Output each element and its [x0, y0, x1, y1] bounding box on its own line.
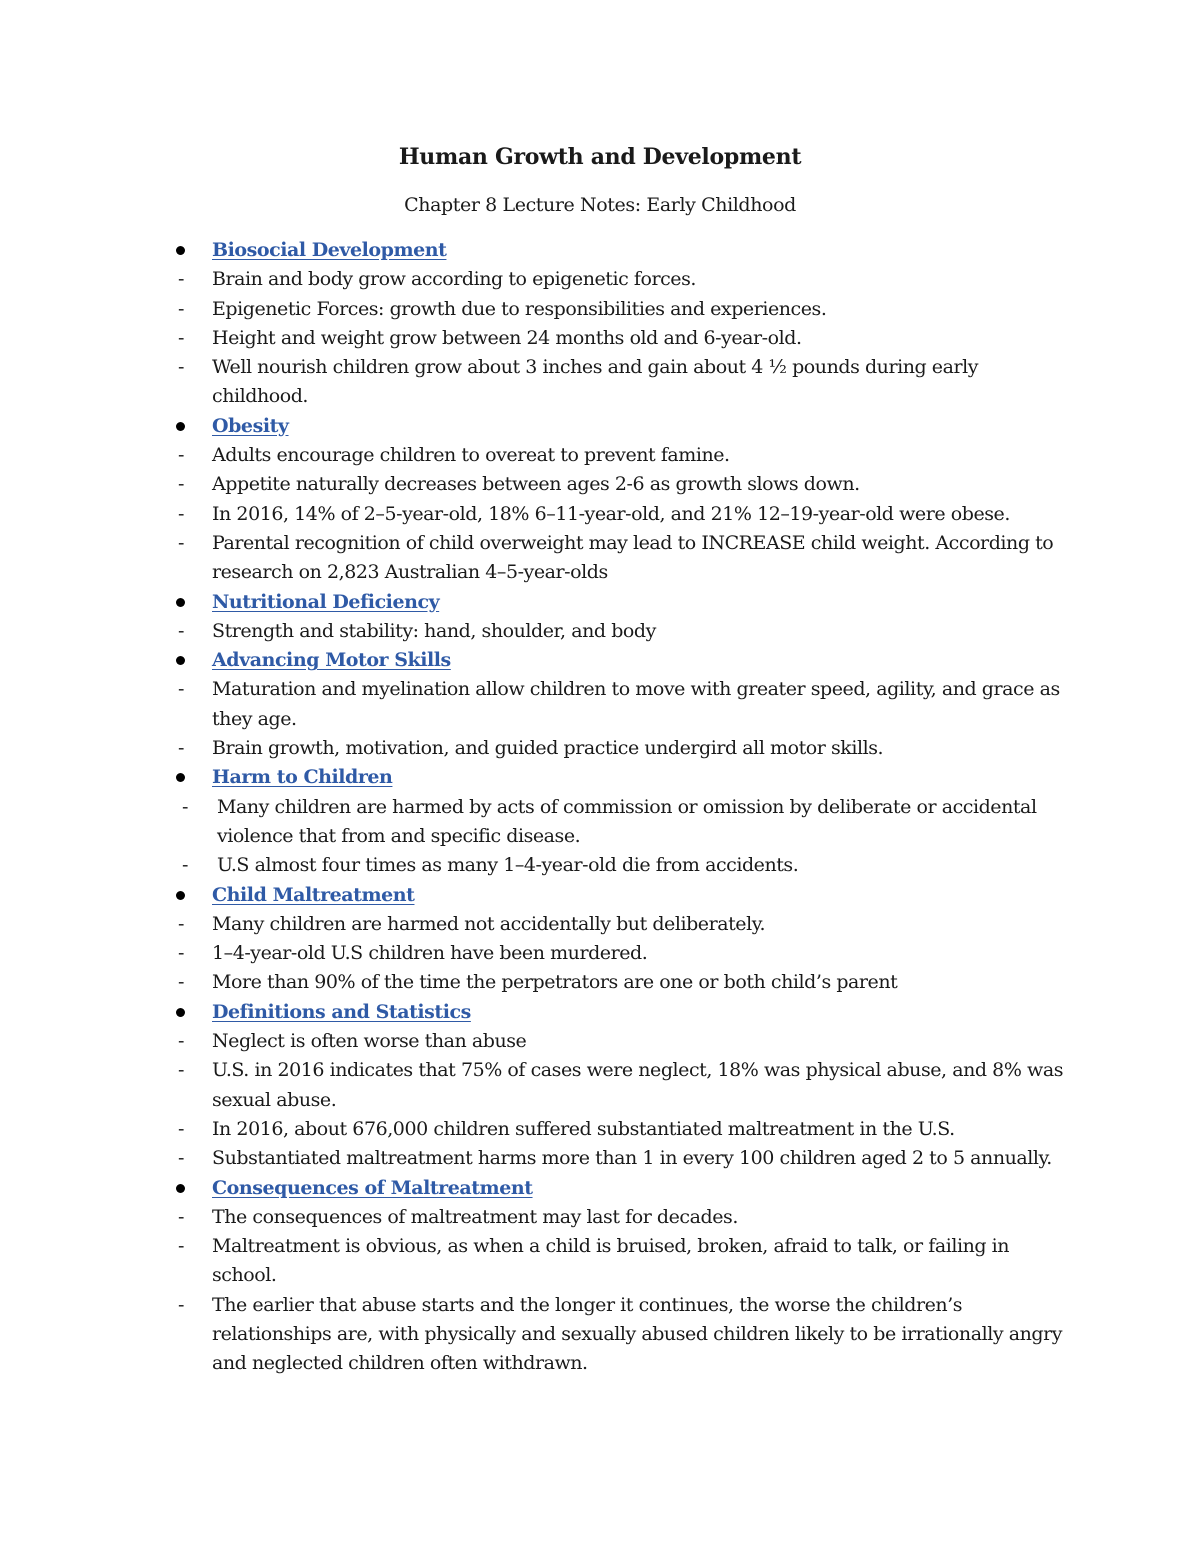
section-heading-text: Definitions and Statistics [212, 1000, 471, 1023]
section-heading-text: Biosocial Development [212, 239, 447, 261]
list-item [176, 1144, 1076, 1173]
list-item [176, 353, 1076, 412]
dash-marker: - [178, 297, 184, 320]
list-item [176, 939, 1076, 968]
section-heading-text: Child Maltreatment [212, 883, 415, 906]
dash-marker: - [182, 795, 188, 818]
bullet-icon [176, 1184, 185, 1193]
bullet-icon [176, 773, 185, 782]
section-heading [176, 998, 1076, 1027]
list-item [176, 793, 1076, 852]
dash-marker: - [178, 1059, 184, 1082]
section-heading [176, 881, 1076, 910]
list-item [176, 1056, 1076, 1115]
dash-marker: - [178, 356, 184, 379]
document-subtitle: Chapter 8 Lecture Notes: Early Childhood [404, 194, 796, 216]
dash-marker: - [178, 444, 184, 467]
list-item [176, 441, 1076, 470]
list-item [176, 1027, 1076, 1056]
list-item [176, 1291, 1076, 1379]
dash-marker: - [178, 971, 184, 994]
document-title: Human Growth and Development [398, 144, 802, 170]
dash-marker: - [178, 1030, 184, 1053]
list-item [176, 295, 1076, 324]
list-item-text: Brain and body grow according to epigenetic forces. [212, 268, 696, 291]
section-heading-text: Nutritional Deficiency [212, 590, 440, 613]
section-heading [176, 646, 1076, 675]
section-heading [176, 763, 1076, 792]
list-item [176, 851, 1076, 880]
section-heading-text: Obesity [212, 414, 289, 437]
dash-marker: - [178, 326, 184, 349]
list-item-text: Many children are harmed by acts of commission or omission by deliberate or accidental violence that from and specific disease. [217, 795, 1037, 847]
list-item-text: Brain growth, motivation, and guided practice undergird all motor skills. [212, 737, 884, 760]
list-item [176, 529, 1076, 588]
section-heading [176, 588, 1076, 617]
list-item-text: Strength and stability: hand, shoulder, and body [212, 619, 656, 642]
list-item-text: The earlier that abuse starts and the longer it continues, the worse the children’s relationships are, with physically and sexually abused children likely to be irrationally angry and neglected children often withdrawn. [212, 1293, 1062, 1375]
dash-marker: - [178, 1293, 184, 1316]
list-item-text: The consequences of maltreatment may last for decades. [212, 1205, 738, 1228]
dash-marker: - [178, 942, 184, 965]
section-heading [176, 236, 1076, 265]
list-item [176, 1203, 1076, 1232]
dash-marker: - [182, 854, 188, 877]
section-heading [176, 412, 1076, 441]
list-item-text: In 2016, 14% of 2–5-year-old, 18% 6–11-year-old, and 21% 12–19-year-old were obese. [212, 502, 1010, 525]
list-item-text: Appetite naturally decreases between ages 2-6 as growth slows down. [212, 473, 860, 496]
bullet-icon [176, 891, 185, 900]
list-item-text: Well nourish children grow about 3 inches and gain about 4 ½ pounds during early childhood. [212, 356, 979, 408]
list-item-text: Substantiated maltreatment harms more than 1 in every 100 children aged 2 to 5 annually. [212, 1147, 1052, 1170]
list-item [176, 500, 1076, 529]
dash-marker: - [178, 473, 184, 496]
list-item-text: More than 90% of the time the perpetrators are one or both child’s parent [212, 971, 898, 994]
section-heading-text: Consequences of Maltreatment [212, 1176, 533, 1199]
list-item [176, 470, 1076, 499]
dash-marker: - [178, 678, 184, 701]
list-item-text: Parental recognition of child overweight may lead to INCREASE child weight. According to research on 2,823 Australian 4–5-year-olds [212, 531, 1054, 584]
bullet-icon [176, 1008, 185, 1017]
list-item-text: 1–4-year-old U.S children have been murdered. [212, 942, 648, 965]
dash-marker: - [178, 619, 184, 642]
bullet-icon [176, 246, 185, 255]
list-item [176, 324, 1076, 353]
list-item-text: Epigenetic Forces: growth due to responsibilities and experiences. [212, 297, 827, 320]
dash-marker: - [178, 268, 184, 291]
dash-marker: - [178, 912, 184, 935]
bullet-icon [176, 656, 185, 665]
list-item-text: Height and weight grow between 24 months old and 6-year-old. [212, 326, 802, 349]
list-item-text: Adults encourage children to overeat to prevent famine. [212, 444, 730, 467]
notes-body [176, 236, 1076, 1379]
list-item-text: U.S. in 2016 indicates that 75% of cases were neglect, 18% was physical abuse, and 8% was sexual abuse. [212, 1059, 1064, 1111]
dash-marker: - [178, 1147, 184, 1170]
list-item [176, 265, 1076, 294]
section-heading [176, 1174, 1076, 1203]
list-item [176, 1232, 1076, 1291]
list-item-text: Neglect is often worse than abuse [212, 1030, 527, 1053]
list-item-text: U.S almost four times as many 1–4-year-old die from accidents. [217, 854, 799, 877]
section-heading-text: Advancing Motor Skills [212, 649, 451, 672]
dash-marker: - [178, 502, 184, 525]
list-item [176, 910, 1076, 939]
dash-marker: - [178, 737, 184, 760]
dash-marker: - [178, 1205, 184, 1228]
list-item-text: Many children are harmed not accidentally but deliberately. [212, 912, 766, 935]
dash-marker: - [178, 1235, 184, 1258]
list-item [176, 734, 1076, 763]
list-item-text: Maturation and myelination allow children to move with greater speed, agility, and grace as they age. [212, 678, 1060, 730]
list-item [176, 1115, 1076, 1144]
list-item-text: In 2016, about 676,000 children suffered substantiated maltreatment in the U.S. [212, 1117, 955, 1140]
list-item [176, 617, 1076, 646]
list-item [176, 968, 1076, 997]
section-heading-text: Harm to Children [212, 766, 393, 789]
list-item [176, 675, 1076, 734]
bullet-icon [176, 598, 185, 607]
dash-marker: - [178, 1117, 184, 1140]
dash-marker: - [178, 531, 184, 554]
bullet-icon [176, 422, 185, 431]
list-item-text: Maltreatment is obvious, as when a child is bruised, broken, afraid to talk, or failing in school. [212, 1235, 1010, 1287]
